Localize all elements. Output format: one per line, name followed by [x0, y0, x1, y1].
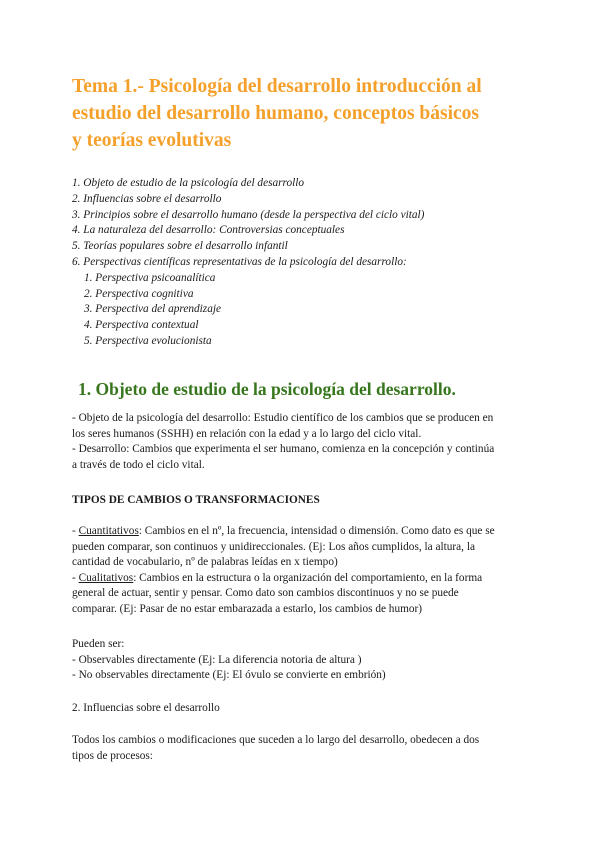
text-line: tipos de procesos: — [72, 749, 153, 762]
text-line: - Observables directamente (Ej: La diferencia notoria de altura ) — [72, 653, 362, 666]
text-line: pueden comparar, son continuos y unidireccionales. (Ej: Los años cumplidos, la altura, la — [72, 540, 475, 553]
title-line: estudio del desarrollo humano, conceptos básicos — [72, 103, 480, 124]
section-heading: 1. Objeto de estudio de la psicología del desarrollo. — [78, 379, 456, 399]
toc-subitem: 2. Perspectiva cognitiva — [84, 287, 194, 300]
text-line: general de actuar, sentir y pensar. Como dato son cambios discontinuos y no se puede — [72, 587, 459, 599]
text-line: los seres humanos (SSHH) en relación con la edad y a lo largo del ciclo vital. — [72, 427, 422, 440]
toc-item: 3. Principios sobre el desarrollo humano (desde la perspectiva del ciclo vital) — [72, 208, 425, 221]
influencias-heading: 2. Influencias sobre el desarrollo — [72, 702, 220, 714]
term-cualitativos: Cualitativos — [78, 571, 134, 584]
text-line: Pueden ser: — [72, 638, 125, 650]
toc-subitem: 4. Perspectiva contextual — [84, 319, 199, 332]
toc-item: 1. Objeto de estudio de la psicología del desarrollo — [72, 177, 305, 189]
text-line: Todos los cambios o modificaciones que suceden a lo largo del desarrollo, obedecen a dos — [72, 734, 480, 746]
text-line: comparar. (Ej: Pasar de no estar embarazada a estarlo, los cambios de humor) — [72, 602, 423, 615]
toc-subitem: 1. Perspectiva psicoanalítica — [84, 271, 216, 284]
text-fragment: : Cambios en la estructura o la organización del comportamiento, en la forma — [133, 571, 483, 584]
toc-subitem: 3. Perspectiva del aprendizaje — [84, 303, 221, 316]
table-of-contents — [72, 176, 424, 350]
text-line: - Objeto de la psicología del desarrollo: Estudio científico de los cambios que se producen en — [72, 412, 494, 424]
text-line — [72, 571, 495, 587]
document-title — [72, 73, 542, 154]
toc-item: 6. Perspectivas científicas representativas de la psicología del desarrollo: — [72, 255, 407, 268]
toc-item: 4. La naturaleza del desarrollo: Controversias conceptuales — [72, 224, 345, 237]
bullet-prefix: - — [72, 525, 79, 537]
term-cuantitativos: Cuantitativos — [78, 525, 139, 537]
definitions-paragraph — [72, 411, 494, 473]
subheading-tipos: TIPOS DE CAMBIOS O TRANSFORMACIONES — [72, 494, 320, 506]
cambios-paragraph — [72, 524, 495, 617]
procesos-paragraph — [72, 733, 479, 764]
text-fragment: : Cambios en el nº, la frecuencia, intensidad o dimensión. Como dato es que se — [138, 525, 495, 537]
bullet-prefix: - — [72, 571, 79, 584]
toc-subitem: 5. Perspectiva evolucionista — [84, 334, 212, 347]
text-line: - Desarrollo: Cambios que experimenta el ser humano, comienza en la concepción y continúa — [72, 443, 495, 455]
text-line — [72, 524, 495, 540]
title-line: y teorías evolutivas — [72, 130, 232, 151]
pueden-ser-paragraph — [72, 637, 386, 684]
toc-item: 5. Teorías populares sobre el desarrollo infantil — [72, 240, 288, 253]
title-line: Tema 1.- Psicología del desarrollo introducción al — [72, 76, 482, 97]
text-line: - No observables directamente (Ej: El óvulo se convierte en embrión) — [72, 669, 386, 681]
text-line: cantidad de vocabulario, nº de palabras leídas en x tiempo) — [72, 556, 338, 568]
toc-item: 2. Influencias sobre el desarrollo — [72, 192, 222, 205]
text-line: a través de todo el ciclo vital. — [72, 458, 205, 471]
